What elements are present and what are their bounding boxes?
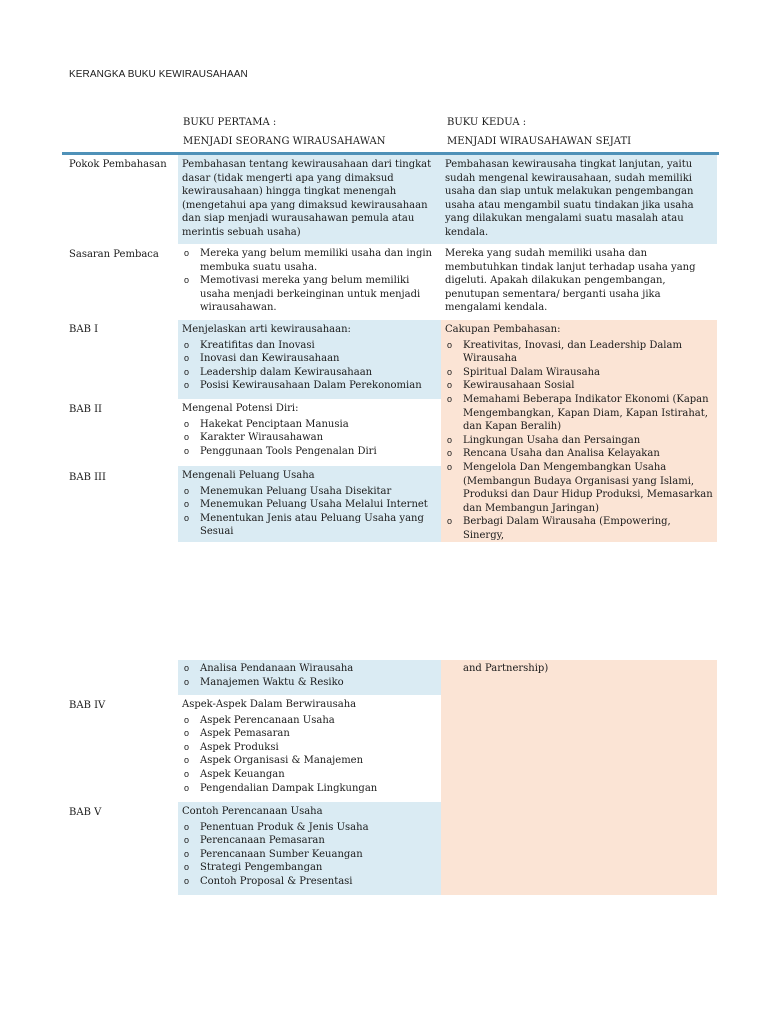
list-item: o Kreativitas, Inovasi, dan Leadership Dalam Wirausaha: [445, 339, 713, 366]
row-label-pokok: Pokok Pembahasan: [69, 159, 167, 170]
bab5-cell: [178, 802, 441, 895]
sasaran-book2-text: Mereka yang sudah memiliki usaha dan membutuhkan tindak lanjut terhadap usaha yang digeluti. Apakah dilakukan pengembangan, penutupan sementara/ berganti usaha jika mengalami kendala.: [445, 248, 696, 314]
list-item: o Memotivasi mereka yang belum memiliki usaha menjadi berkeinginan untuk menjadi wirausahawan.: [182, 274, 437, 315]
pokok-book1-text: Pembahasan tentang kewirausahaan dari tingkat dasar (tidak mengerti apa yang dimaksud kewirausahaan) hingga tingkat menengah (mengetahui apa yang dimaksud kewirausahaan dan siap menjadi wurausahawan pemula atau merintis sebuah usaha): [182, 159, 432, 238]
bab3-list: [182, 485, 437, 539]
row-label-bab1: BAB I: [69, 324, 99, 335]
list-item: o Hakekat Penciptaan Manusia: [182, 418, 437, 432]
list-item: o Inovasi dan Kewirausahaan: [182, 352, 437, 366]
list-item: o Lingkungan Usaha dan Persaingan: [445, 434, 713, 448]
bab2-list: [182, 418, 437, 459]
book2-scope-list: [445, 339, 713, 543]
list-item: and Partnership): [463, 663, 549, 674]
list-item: o Leadership dalam Kewirausahaan: [182, 366, 437, 380]
list-item: o Aspek Perencanaan Usaha: [182, 714, 437, 728]
book1-header: [183, 113, 385, 151]
bab3-cell: [178, 466, 441, 542]
list-item: o Mereka yang belum memiliki usaha dan ingin membuka suatu usaha.: [182, 247, 437, 274]
bab3-heading: Mengenali Peluang Usaha: [182, 470, 315, 481]
list-item: o Perencanaan Sumber Keuangan: [182, 848, 437, 862]
sasaran-book1-list: [182, 247, 437, 315]
pokok-book2-text: Pembahasan kewirausaha tingkat lanjutan, yaitu sudah mengenal kewirausahaan, sudah memiliki usaha dan siap untuk melakukan pengembangan usaha atau mengambil suatu tindakan jika usaha yang dilakukan mengalami suatu masalah atau kendala.: [445, 159, 694, 238]
bab3-cont-cell: [178, 660, 441, 695]
list-item: o Kreatifitas dan Inovasi: [182, 339, 437, 353]
sasaran-book2-cell: [441, 244, 717, 320]
list-item: o Menentukan Jenis atau Peluang Usaha yang Sesuai: [182, 512, 437, 539]
list-item: o Mengelola Dan Mengembangkan Usaha (Membangun Budaya Organisasi yang Islami, Produksi dan Daur Hidup Produksi, Memasarkan dan Membangun Jaringan): [445, 461, 713, 515]
list-item: o Kewirausahaan Sosial: [445, 379, 713, 393]
list-item: o Pengendalian Dampak Lingkungan: [182, 782, 437, 796]
list-item: o Menemukan Peluang Usaha Melalui Internet: [182, 498, 437, 512]
pokok-book2-cell: [441, 155, 717, 244]
list-item: o Aspek Organisasi & Manajemen: [182, 754, 437, 768]
list-item: o Memahami Beberapa Indikator Ekonomi (Kapan Mengembangkan, Kapan Diam, Kapan Istirahat, dan Kapan Beralih): [445, 393, 713, 434]
row-label-bab3: BAB III: [69, 472, 106, 483]
bab4-heading: Aspek-Aspek Dalam Berwirausaha: [182, 699, 357, 710]
bab1-heading: Menjelaskan arti kewirausahaan:: [182, 324, 351, 335]
book2-header: [447, 113, 631, 151]
bab4-cell: [178, 695, 441, 802]
list-item: o Spiritual Dalam Wirausaha: [445, 366, 713, 380]
list-item: o Analisa Pendanaan Wirausaha: [182, 662, 437, 676]
list-item: o Aspek Pemasaran: [182, 727, 437, 741]
book2-scope-heading: Cakupan Pembahasan:: [445, 324, 561, 335]
list-item: o Manajemen Waktu & Resiko: [182, 676, 437, 690]
row-label-bab2: BAB II: [69, 404, 102, 415]
bab1-list: [182, 339, 437, 393]
book2-scope-cont-list: [445, 662, 713, 676]
list-item: o Penggunaan Tools Pengenalan Diri: [182, 445, 437, 459]
list-item: o Posisi Kewirausahaan Dalam Perekonomian: [182, 379, 437, 393]
book1-header-title: MENJADI SEORANG WIRAUSAHAWAN: [183, 136, 386, 147]
list-item: o Berbagi Dalam Wirausaha (Empowering, Sinergy,: [445, 515, 713, 542]
bab5-list: [182, 821, 437, 889]
book2-scope-cell: [441, 320, 717, 542]
book2-header-title: MENJADI WIRAUSAHAWAN SEJATI: [447, 136, 632, 147]
list-item: o Aspek Produksi: [182, 741, 437, 755]
bab5-heading: Contoh Perencanaan Usaha: [182, 806, 323, 817]
list-item: o Contoh Proposal & Presentasi: [182, 875, 437, 889]
bab4-list: [182, 714, 437, 796]
list-item: o Rencana Usaha dan Analisa Kelayakan: [445, 447, 713, 461]
list-item: o Aspek Keuangan: [182, 768, 437, 782]
list-item: o Penentuan Produk & Jenis Usaha: [182, 821, 437, 835]
document-title: KERANGKA BUKU KEWIRAUSAHAAN: [69, 69, 248, 80]
list-item: o Karakter Wirausahawan: [182, 431, 437, 445]
pokok-book1-cell: [178, 155, 441, 244]
list-item: o Menemukan Peluang Usaha Disekitar: [182, 485, 437, 499]
bab3-cont-list: [182, 662, 437, 689]
row-label-bab5: BAB V: [69, 807, 102, 818]
bab2-heading: Mengenal Potensi Diri:: [182, 403, 299, 414]
list-item: o Perencanaan Pemasaran: [182, 834, 437, 848]
book2-scope-cont-cell: [441, 660, 717, 895]
bab1-cell: [178, 320, 441, 399]
book1-header-label: BUKU PERTAMA :: [183, 117, 277, 128]
row-label-sasaran: Sasaran Pembaca: [69, 249, 159, 260]
list-item: o Strategi Pengembangan: [182, 861, 437, 875]
book2-header-label: BUKU KEDUA :: [447, 117, 527, 128]
bab2-cell: [178, 399, 441, 466]
row-label-bab4: BAB IV: [69, 700, 106, 711]
sasaran-book1-cell: [178, 244, 441, 320]
